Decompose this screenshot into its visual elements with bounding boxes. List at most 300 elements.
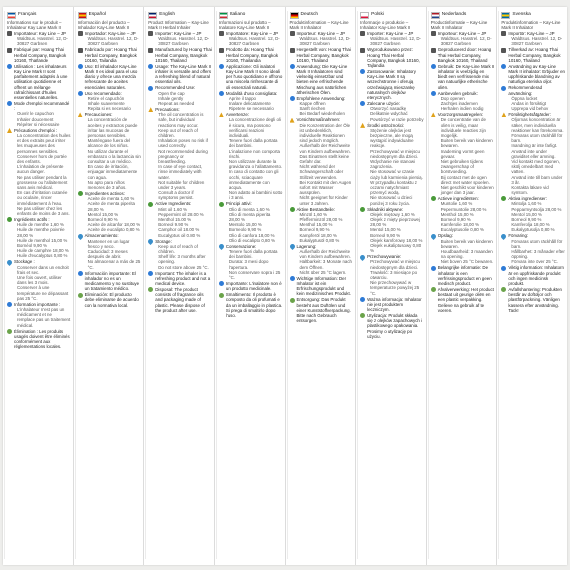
info-block [219, 292, 283, 318]
block-text [367, 31, 424, 47]
factory-icon [501, 48, 506, 53]
block-text [155, 85, 212, 106]
block-line: L'inalazione non comporta rischi. [228, 148, 280, 159]
block-line: Non adatto ai bambini sotto i 3 anni. [228, 190, 283, 201]
block-line: De concentratie van de oliën is veilig, maar individuele reacties zijn mogelijk. [440, 117, 486, 138]
info-block [501, 265, 565, 286]
block-text [297, 47, 354, 63]
block-line: Olio di menta piperita 28,00 % [228, 211, 271, 222]
block-line: Huile d'eucalyptus 0,80 % [17, 253, 68, 259]
block-line: L'inhalateur n'est pas un médicament et ne remplace pas un traitement médical. [17, 307, 71, 328]
info-block [290, 276, 354, 297]
block-line: Använd inte under graviditet eller amning. [511, 148, 556, 159]
block-heading: Gebruik: De Kay-Line Mark II inhalator is veelzijdig en biedt een verfrissende mix van natuurlijke etherische oliën. [437, 63, 495, 90]
block-line: Peppermint oil 28.00 % [158, 211, 204, 217]
info-block [501, 47, 565, 63]
language-name: Español [88, 12, 106, 18]
block-heading: Importatore: Kay-Line – JP [225, 30, 279, 36]
block-line: Consult a doctor if symptoms persist. [158, 190, 194, 201]
block-line: En cas d'irritation cutanée ou oculaire, rincer immédiatement à l'eau. [17, 190, 68, 206]
block-line: Nicht während der Schwangerschaft oder Stillzeit verwenden. [299, 164, 344, 180]
info-block [501, 287, 565, 313]
block-line: Nicht geeignet für Kinder unter 3 Jahren. [299, 195, 348, 206]
block-line: Open the cap [158, 90, 185, 96]
warning-icon [7, 128, 12, 133]
block-heading: Voorzorgsmaatregelen: [437, 112, 484, 118]
block-heading: Fabricado por: Hoang Thai Herbal Company, Bangkok 10160, Tailandia [84, 47, 137, 63]
block-text [367, 101, 424, 122]
block-line: Przechowywać w miejscu niedostępnym dla dzieci. [370, 259, 420, 270]
block-line: Conserver à une température ne dépassant pas 25 °C. [17, 285, 69, 301]
block-line: Waldtsus. Hasstrel. 12, D-30827 Garbsen [511, 36, 563, 47]
block-line: Öppna locket [511, 95, 538, 101]
factory-icon [431, 31, 436, 36]
info-block [148, 201, 212, 237]
recycle-icon [78, 293, 83, 298]
block-line: Nie stosować w czasie ciąży lub karmienia piersią. [370, 169, 423, 180]
block-heading: Importer: Kay-Line – JP [367, 30, 414, 36]
block-line: Niet gebruiken tijdens zwangerschap of borstvoeding. [440, 158, 483, 175]
block-heading: Élimination : Les produits usagés doivent être éliminés conformément aux réglementations locales. [14, 328, 70, 350]
language-heading [219, 12, 283, 19]
info-block [360, 101, 424, 122]
factory-icon [78, 31, 83, 36]
language-heading [148, 12, 212, 19]
block-line: Kampferöl 18,00 % [299, 232, 337, 238]
block-text [155, 287, 212, 313]
block-line: Stężenie olejków jest bezpieczne, ale mogą wystąpić indywidualne reakcje. [370, 127, 414, 149]
info-icon [78, 64, 83, 69]
block-line: Aceite de menta piperita 28,00 % [87, 201, 135, 212]
block-heading: Ingredientes activos: [84, 190, 125, 196]
block-text [438, 112, 495, 195]
block-text [297, 297, 354, 323]
block-line: Bei Bedarf wiederholen [299, 111, 345, 117]
block-heading: Manufactured by Hoang Thai Herbal Company, Bangkok 10160, Thailand [155, 47, 212, 63]
info-icon [7, 64, 12, 69]
block-line: Borneol 9,90 % [87, 217, 118, 222]
block-line: Huile de camphre 18,00 % [17, 248, 69, 254]
flag-icon [501, 12, 510, 19]
block-line: Repita si es necesario [87, 106, 131, 112]
column-rule [216, 11, 217, 559]
block-text [508, 287, 565, 313]
block-heading: Opslag: [437, 233, 453, 239]
block-text [367, 47, 424, 68]
info-block [431, 47, 495, 63]
language-heading [78, 12, 142, 19]
block-heading: Geproduceerd door: Hoang Thai Herbal Company, Bangkok 10160, Thailand [437, 47, 492, 63]
block-line: Borneol 9.90 % [158, 222, 189, 228]
block-line: Tenere fuori dalla portata dei bambini. [228, 249, 278, 260]
block-line: In case of eye contact, rinse immediately with water. [158, 164, 203, 180]
block-line: Ne pas utiliser chez les enfants de moins de 3 ans. [17, 205, 70, 216]
block-heading: Información importante: El inhalador no es un medicamento y no sustituye un tratamiento médico. [84, 270, 140, 292]
info-icon [219, 281, 224, 286]
leaf-icon [7, 217, 12, 222]
block-line: Inhalation poses no risk if used correctly. [158, 138, 208, 149]
block-line: Tenere fuori dalla portata dei bambini. [228, 138, 278, 149]
block-line: Niet geschikt voor kinderen jonger dan 3 jaar. [440, 184, 494, 196]
info-icon [7, 302, 12, 307]
block-line: Keep out of reach of children. [158, 127, 198, 138]
drop-icon [6, 259, 13, 266]
block-line: Herhalen indien nodig [440, 106, 484, 112]
info-block [290, 31, 354, 47]
block-heading: Importeur: Kay-Line – JP [437, 30, 487, 36]
block-line: Kontakta läkare vid symtom. [511, 184, 549, 196]
info-icon [148, 86, 153, 91]
info-block [290, 64, 354, 95]
language-name: Deutsch [300, 12, 319, 18]
block-heading: Avvertenze: [225, 112, 249, 118]
block-text [367, 254, 424, 296]
info-block [290, 244, 354, 275]
info-block [360, 254, 424, 296]
block-line: Minzöl 1,60 % [299, 211, 328, 217]
language-column [74, 7, 145, 565]
block-line: Inandning är inte farligt. [511, 143, 558, 149]
block-text [438, 287, 495, 313]
info-block [148, 107, 212, 201]
info-block [431, 265, 495, 286]
block-line: Borneol 9,90 % [299, 227, 330, 233]
block-line: Repeat as needed [158, 100, 195, 106]
factory-icon [360, 48, 365, 53]
block-line: Andas in försiktigt [511, 100, 547, 106]
info-block [219, 244, 283, 280]
block-text [297, 96, 354, 117]
language-name: English [159, 12, 175, 18]
info-icon [7, 101, 12, 106]
block-text [155, 31, 212, 47]
block-text [85, 191, 142, 233]
drop-icon [218, 243, 225, 250]
info-block [360, 31, 424, 47]
block-heading: Usage: The Kay-Line Mark II inhaler is versatile and offers a refreshing blend of natural essential oils. [155, 63, 212, 85]
factory-icon [431, 48, 436, 53]
block-heading: Precauciones: [84, 112, 113, 118]
block-heading: Rekommenderad användning: [508, 85, 543, 96]
block-heading: Zalecane użycie: [367, 100, 401, 106]
block-text [226, 112, 283, 200]
block-line: Aprire il tappo [228, 95, 256, 101]
block-text [438, 196, 495, 232]
info-block [431, 287, 495, 313]
block-line: In caso di contatto con gli occhi, sciacquare immediatamente con acqua. [228, 169, 279, 190]
block-heading: Aanbevolen gebruik: [437, 90, 478, 96]
info-block [431, 233, 495, 264]
info-icon [290, 276, 295, 281]
info-icon [360, 69, 365, 74]
block-heading: Importör: Kay-Line – JP [508, 30, 555, 36]
column-rule [428, 11, 429, 559]
language-column [3, 7, 74, 565]
block-line: Mint oil 1.60 % [158, 206, 188, 212]
block-heading: Applicazione: Gli inalatori Kay-Line Mark II sono ideali per l'uso quotidiano e offrono una miscela rinfrescante di oli essenziali naturali. [225, 63, 283, 90]
block-heading: Środki ostrożności: [367, 122, 405, 128]
block-line: La concentration des huiles et des extraits peut irriter les muqueuses des personnes sensibles. [17, 132, 71, 154]
flag-icon [148, 12, 157, 19]
block-line: Mantener en un lugar fresco y seco. [87, 238, 130, 249]
block-line: Huile de menthol 15,00 % [17, 237, 68, 243]
block-text [155, 201, 212, 237]
drop-icon [147, 238, 154, 245]
block-text [14, 259, 71, 301]
product-intro: Informacje o produkcie – Inhalator Kay-Line Mark II [360, 19, 411, 30]
info-block [431, 91, 495, 112]
block-text [508, 64, 565, 85]
block-line: Borneol 9,90 % [440, 217, 471, 222]
block-text [155, 271, 212, 287]
block-text [367, 297, 424, 313]
block-text [155, 47, 212, 63]
block-text [508, 196, 565, 232]
info-block [7, 329, 71, 350]
info-block [148, 239, 212, 270]
info-block [78, 233, 142, 269]
block-heading: Składniki aktywne: [367, 206, 404, 212]
block-line: Conserver dans un endroit frais et sec. [17, 264, 69, 275]
block-heading: Försiktighetsåtgärder: [508, 112, 551, 118]
info-block [290, 47, 354, 63]
block-line: Olejek z mięty pieprzowej 28,00 % [370, 217, 420, 228]
block-line: Inhale gently [158, 95, 184, 101]
block-line: Mentol 15,00 % [511, 211, 542, 217]
block-line: Nie przechowywać w temperaturze powyżej 25 °C. [370, 280, 420, 296]
block-line: Upprepa vid behov [511, 106, 549, 112]
block-text [226, 292, 283, 318]
block-text [85, 271, 142, 292]
info-block [78, 112, 142, 190]
block-text [367, 123, 424, 206]
info-icon [78, 91, 83, 96]
language-name: Italiano [229, 12, 246, 18]
block-text [14, 47, 71, 63]
block-line: Aceite de eucalipto 0,80 % [87, 227, 140, 233]
info-block [7, 128, 71, 216]
block-heading: Uso: El inhalador Kay-Line Mark II es ideal para el uso diario y ofrece una mezcla refrescante de aceites esenciales naturales. [84, 63, 138, 90]
block-line: Huile de menthe poivrée 28,00 % [17, 227, 65, 238]
factory-icon [219, 48, 224, 53]
block-line: Houdbaarheid: 3 maanden na opening. [440, 249, 493, 260]
block-line: Eukalyptusöl 0,80 % [299, 237, 340, 243]
block-heading: Storage: [155, 238, 172, 244]
info-block [7, 47, 71, 63]
info-block [290, 297, 354, 323]
column-rule [75, 11, 76, 559]
block-line: Ouvrir le capuchon [17, 111, 54, 117]
language-name: Français [18, 12, 37, 18]
block-line: Kappe öffnen [299, 100, 326, 106]
flag-icon [7, 12, 16, 19]
info-block [78, 31, 142, 47]
block-line: Buiten bereik van kinderen bewaren. [440, 238, 493, 249]
info-block [219, 31, 283, 47]
product-intro: Información del producto – Inhalador Kay-Line Mark II [77, 19, 130, 30]
flag-icon [219, 12, 228, 19]
block-line: Eucalyptusolie 0,80 % [440, 227, 484, 233]
block-line: Buiten bereik van kinderen bewaren. [440, 138, 493, 149]
info-block [360, 313, 424, 339]
warning-icon [78, 112, 83, 117]
recycle-icon [431, 287, 436, 292]
block-line: Retire el capuchón [87, 95, 125, 101]
block-line: Non conservare sopra i 25 °C. [228, 269, 281, 281]
block-heading: Important: The inhaler is a refreshing product and not a medical device. [155, 270, 211, 287]
block-line: Außerhalb der Reichweite von Kindern aufbewahren. [299, 249, 351, 260]
block-line: Camphor oil 18.00 % [158, 227, 200, 233]
block-text [85, 292, 142, 308]
factory-icon [501, 31, 506, 36]
block-line: Conserver hors de portée des enfants. [17, 153, 67, 164]
block-line: Oljornas koncentration är säker, men individuella reaktioner kan förekomma. [511, 117, 564, 133]
drop-icon [77, 233, 84, 240]
block-heading: Conservazione: [225, 243, 257, 249]
block-line: Olejek miętowy 1,60 % [370, 211, 415, 217]
block-line: W przypadku kontaktu z oczami natychmiast przemyć wodą. [370, 179, 417, 196]
block-line: Nicht über 25 °C lagern. [299, 269, 347, 275]
block-heading: Recommended Use: [155, 85, 196, 91]
warning-icon [148, 107, 153, 112]
info-block [78, 271, 142, 292]
block-line: Not recommended during pregnancy or breastfeeding. [158, 148, 208, 164]
language-column [215, 7, 286, 565]
block-text [508, 47, 565, 63]
info-block [7, 101, 71, 127]
block-line: The oil concentration is safe, but individual reactions may occur. [158, 112, 204, 128]
recycle-icon [290, 298, 295, 303]
info-block [431, 64, 495, 90]
block-text [85, 91, 142, 112]
block-line: Olejek kamforowy 18,00 % [370, 237, 423, 243]
block-line: Une fois ouvert, utiliser dans les 3 mois. [17, 275, 62, 286]
block-heading: Almacenamiento: [84, 233, 119, 239]
block-heading: Information importante : [14, 301, 61, 307]
block-text [14, 329, 71, 350]
block-line: Kamferolie 18,00 % [440, 222, 480, 228]
block-text [367, 313, 424, 339]
block-heading: Précautions d'emploi : [14, 127, 58, 133]
block-line: Das Einatmen stellt keine Gefahr dar. [299, 153, 350, 164]
leaf-icon [501, 196, 506, 201]
info-block [360, 69, 424, 100]
info-icon [501, 266, 506, 271]
block-heading: Importeur: Kay-Line – JP [296, 30, 346, 36]
block-line: Sanft riechen [299, 106, 326, 112]
block-text [226, 47, 283, 63]
block-line: Inhale suavemente [87, 100, 125, 106]
info-block [501, 64, 565, 85]
info-icon [148, 64, 153, 69]
info-block [360, 47, 424, 68]
info-block [219, 112, 283, 200]
block-line: Pepparmyntsolja 28,00 % [511, 206, 562, 212]
block-line: Förvara inte över 25 °C. [511, 259, 559, 265]
block-line: Förvaras utom räckhåll för barn. [511, 132, 563, 144]
block-line: En caso de irritación, enjuagar inmediatamente con agua. [87, 164, 138, 180]
info-block [501, 112, 565, 195]
block-text [14, 31, 71, 47]
block-line: Mentol 15,00 % [370, 227, 401, 233]
block-line: Keep out of reach of children. [158, 243, 198, 255]
leaf-icon [360, 207, 365, 212]
block-text [85, 47, 142, 63]
info-block [78, 91, 142, 112]
column-rule [287, 11, 288, 559]
block-heading: Importante: L'inalatore non è un prodotto medicinale. [225, 281, 282, 292]
info-block [78, 64, 142, 90]
info-block [148, 85, 212, 106]
block-heading: Stockage : [14, 259, 35, 265]
block-heading: Tillverkad av: Hoang Thai Herbal Company, Bangkok 10160, Thailand [508, 47, 561, 63]
warning-icon [360, 123, 365, 128]
block-heading: Uso recomendado: [84, 90, 122, 96]
info-icon [360, 101, 365, 106]
warning-icon [219, 112, 224, 117]
block-line: Delikatnie wdychać [370, 111, 408, 117]
block-line: Bij contact met de ogen direct met water spoelen. [440, 174, 490, 185]
info-block [219, 91, 283, 112]
block-line: Kamferolja 18,00 % [511, 222, 550, 228]
block-line: L'inhalation de présente aucun danger. [17, 164, 64, 175]
leaf-icon [78, 191, 83, 196]
block-heading: Ważna informacja: Inhalator nie jest produktem leczniczym. [367, 296, 422, 313]
block-line: Waldtsus. Hasstrel. 12, D-30827 Garbsen [299, 36, 351, 47]
language-column [356, 7, 427, 565]
block-line: Waldtsus. Hasstrel. 12, D-30827 Garbsen [87, 36, 139, 47]
info-block [7, 217, 71, 259]
info-icon [501, 64, 506, 69]
block-line: Bornéol 9,90 % [17, 243, 48, 249]
block-text [14, 128, 71, 216]
info-block [7, 302, 71, 328]
block-line: Waldtsus. Hasstrel. 12, D-30827 Garbsen [370, 36, 421, 47]
drop-icon [430, 233, 437, 240]
block-heading: Fabriqué par: Hoang Thai Herbal Company, Bangkok 10160, Thaïlande [14, 47, 67, 63]
warning-icon [501, 112, 506, 117]
info-block [290, 117, 354, 205]
block-heading: Entsorgung: Das Produkt besteht aus Duftölen und einer Kunststoffverpackung. Bitte nach Gebrauch entsorgen. [296, 297, 351, 324]
block-heading: Hergestellt von: Hoang Thai Herbal Company, Bangkok 10160, Thailand [296, 47, 351, 63]
info-block [219, 201, 283, 243]
block-line: Använd inte till barn under 3 år. [511, 174, 563, 185]
factory-icon [148, 48, 153, 53]
block-line: Répéter si nécessaire [17, 121, 60, 127]
language-heading [431, 12, 495, 19]
block-text [438, 265, 495, 286]
block-heading: Förvaring: [508, 233, 529, 239]
block-heading: Importador: Kay-Line – JP [84, 30, 136, 36]
block-text [226, 281, 283, 291]
block-text [85, 31, 142, 47]
block-heading: Vorsichtsmaßnahmen: [296, 117, 341, 123]
recycle-icon [7, 329, 12, 334]
column-rule [4, 11, 5, 559]
block-text [226, 31, 283, 47]
block-text [14, 64, 71, 100]
block-heading: Actieve ingrediënten: [437, 196, 479, 202]
block-line: Hållbarhet: 3 månader efter öppning. [511, 249, 565, 260]
info-block [219, 281, 283, 291]
block-line: Waldtsus. Hasstrel. 12, D-30827 Garbsen [228, 36, 280, 47]
info-block [148, 31, 212, 47]
info-icon [290, 96, 295, 101]
product-intro: Produktinformation – Kay-Line Mark II Inhalator [501, 19, 561, 30]
block-heading: Eliminación: El producto debe eliminarse de acuerdo con la normativa local. [84, 292, 139, 308]
recycle-icon [219, 293, 224, 298]
block-line: Otworzyć nasadkę [370, 106, 407, 112]
